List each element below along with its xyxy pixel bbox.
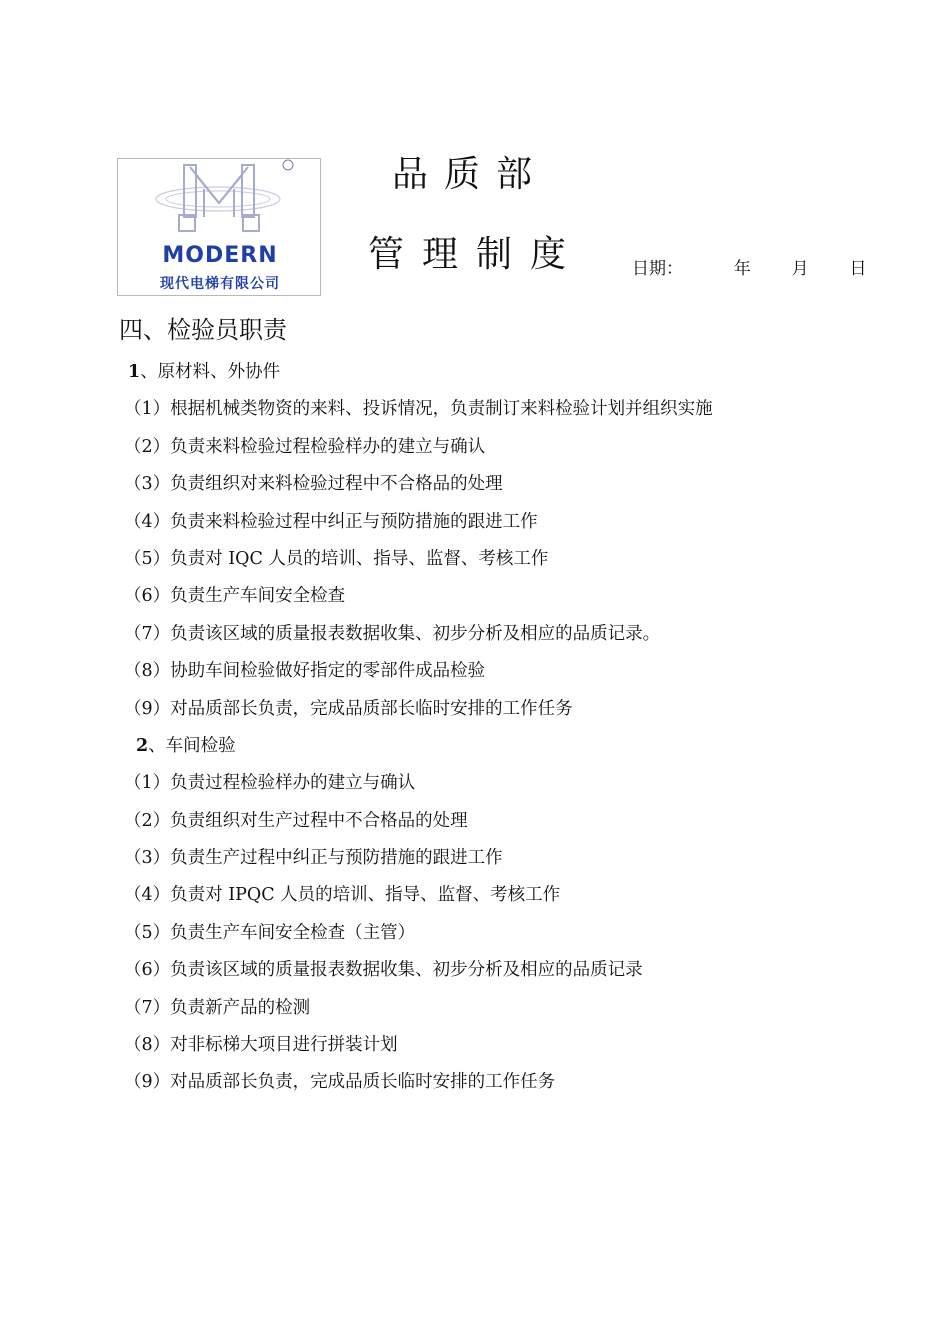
section-heading: 四、检验员职责 [119, 316, 287, 344]
group-number: 2 [136, 735, 149, 756]
document-title: 管理制度 [368, 234, 585, 275]
list-item: （5）负责生产车间安全检查（主管） [124, 922, 416, 943]
list-item: （6）负责生产车间安全检查 [124, 586, 346, 607]
list-item: （4）负责来料检验过程中纠正与预防措施的跟进工作 [124, 511, 538, 532]
department-title: 品质部 [392, 154, 549, 195]
list-item: （4）负责对 IPQC 人员的培训、指导、监督、考核工作 [124, 885, 561, 906]
list-item: （1）负责过程检验样办的建立与确认 [124, 773, 416, 794]
logo-brand-chinese: 现代电梯有限公司 [160, 276, 280, 292]
list-item: （6）负责该区域的质量报表数据收集、初步分析及相应的品质记录 [124, 960, 643, 981]
list-item: （1）根据机械类物资的来料、投诉情况，负责制订来料检验计划并组织实施 [124, 399, 713, 420]
date-field [632, 254, 866, 279]
company-logo [117, 158, 321, 296]
list-item: （2）负责来料检验过程检验样办的建立与确认 [124, 436, 486, 457]
date-label: 日期： [632, 259, 683, 279]
group-number: 1 [128, 362, 141, 382]
date-year: 年 [733, 259, 751, 279]
group-heading-2 [124, 732, 904, 769]
logo-brand-english: MODERN [162, 243, 278, 268]
list-item: （7）负责新产品的检测 [124, 997, 311, 1018]
list-item: （5）负责对 IQC 人员的培训、指导、监督、考核工作 [124, 548, 549, 569]
list-item: （8）协助车间检验做好指定的零部件成品检验 [124, 661, 486, 682]
list-item: （3）负责生产过程中纠正与预防措施的跟进工作 [124, 848, 503, 869]
date-month: 月 [791, 259, 809, 279]
group-title: 、原材料、外协件 [140, 362, 281, 382]
list-item: （9）对品质部长负责，完成品质长临时安排的工作任务 [124, 1072, 556, 1093]
date-day: 日 [849, 259, 867, 279]
list-item: （8）对非标梯大项目进行拼装计划 [124, 1035, 398, 1056]
list-item: （3）负责组织对来料检验过程中不合格品的处理 [124, 474, 503, 495]
group-heading-1 [124, 358, 904, 395]
list-item: （9）对品质部长负责，完成品质部长临时安排的工作任务 [124, 698, 573, 719]
duties-list [124, 358, 904, 1106]
list-item: （2）负责组织对生产过程中不合格品的处理 [124, 810, 468, 831]
group-title: 、车间检验 [148, 735, 236, 756]
list-item: （7）负责该区域的质量报表数据收集、初步分析及相应的品质记录。 [124, 623, 661, 644]
